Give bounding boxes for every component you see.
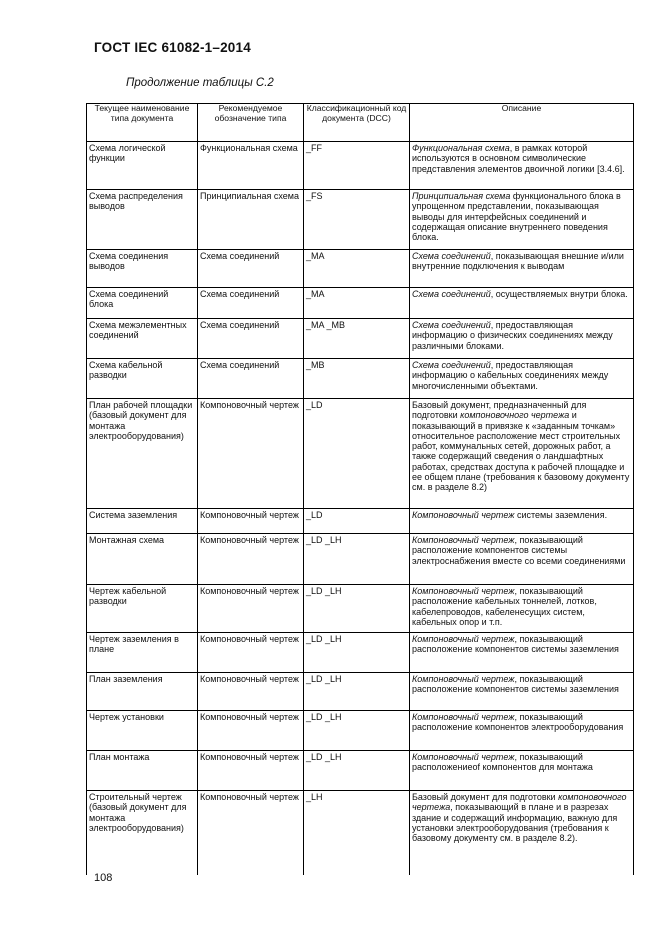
cell-designation: Компоновочный чертеж [198,711,304,751]
cell-designation: Схема соединений [198,359,304,399]
column-header-dcc: Классификационный код документа (DCC) [304,104,410,142]
cell-dcc: _LD _LH [304,673,410,711]
cell-description [410,509,634,534]
cell-name: План монтажа [87,751,198,791]
table-row [87,633,634,673]
cell-designation: Компоновочный чертеж [198,751,304,791]
table-row [87,250,634,288]
description-text: , показывающий расположение компонентов системы электроснабжения вместе со всеми соединениями [412,535,626,566]
cell-dcc: _LD _LH [304,633,410,673]
description-text: , предоставляющая информацию о кабельных соединениях между многочисленными объектами. [412,360,609,391]
table-row [87,673,634,711]
cell-designation: Схема соединений [198,250,304,288]
cell-dcc: _LD [304,399,410,509]
cell-name: Строительный чертеж (базовый документ для монтажа электрооборудования) [87,791,198,875]
column-header-designation: Рекомендуемое обозначение типа [198,104,304,142]
cell-designation: Компоновочный чертеж [198,673,304,711]
cell-description [410,359,634,399]
description-text: , показывающая внешние и/или внутренние подключения к выводам [412,251,624,272]
table-row [87,359,634,399]
cell-designation: Компоновочный чертеж [198,791,304,875]
description-term: Компоновочный чертеж [412,674,515,684]
cell-dcc: _LD _LH [304,585,410,633]
description-term: Компоновочный чертеж [412,634,515,644]
table-row [87,791,634,875]
column-header-name: Текущее наименование типа документа [87,104,198,142]
description-text: , показывающий расположение компонентов системы заземления [412,634,619,655]
cell-dcc: _LD [304,509,410,534]
cell-name: Чертеж установки [87,711,198,751]
column-header-description: Описание [410,104,634,142]
description-text: системы заземления. [514,510,608,520]
cell-dcc: _MA [304,288,410,319]
cell-description [410,142,634,190]
cell-name: План заземления [87,673,198,711]
cell-designation: Схема соединений [198,288,304,319]
cell-designation: Компоновочный чертеж [198,509,304,534]
description-text: Базовый документ, предназначенный для подготовки [412,400,587,421]
description-text: , показывающий расположение кабельных тоннелей, лотков, кабелепроводов, кабеленесущих систем, кабельных опор и т.п. [412,586,597,627]
cell-name: Монтажная схема [87,534,198,585]
description-text: Базовый документ для подготовки [412,792,559,802]
cell-description [410,751,634,791]
description-text: , показывающий в плане и в разрезах здание и содержащий информацию, важную для установки электрооборудования (требования к базовому документу см. в разделе 8.2). [412,802,618,844]
table-row [87,399,634,509]
description-term: Схема соединений [412,320,491,330]
cell-name: Схема межэлементных соединений [87,319,198,359]
cell-designation: Компоновочный чертеж [198,585,304,633]
table-row [87,585,634,633]
table-row [87,509,634,534]
description-term: Компоновочный чертеж [412,586,515,596]
table-header-row [87,104,634,142]
cell-description [410,319,634,359]
table-row [87,711,634,751]
description-text: , показывающий расположение компонентов электрооборудования [412,712,624,733]
description-term: Компоновочный чертеж [412,752,515,762]
table-row [87,534,634,585]
description-text: , показывающий расположение компонентов системы заземления [412,674,619,695]
table-row [87,190,634,250]
cell-designation: Принципиальная схема [198,190,304,250]
description-term: компоновочного чертежа [412,792,627,813]
document-types-table [86,103,634,875]
description-term: компоновочного чертежа [460,410,570,421]
cell-name: План рабочей площадки (базовый документ для монтажа электрооборудования) [87,399,198,509]
cell-description [410,673,634,711]
description-term: Схема соединений [412,251,491,261]
cell-description [410,190,634,250]
description-term: Компоновочный чертеж [412,535,515,545]
cell-dcc: _MB [304,359,410,399]
table-caption: Продолжение таблицы С.2 [126,77,274,89]
description-term: Схема соединений [412,360,491,370]
description-term: Функциональная схема [412,143,510,153]
cell-designation: Функциональная схема [198,142,304,190]
cell-description [410,791,634,875]
cell-dcc: _LD _LH [304,751,410,791]
cell-name: Схема соединения выводов [87,250,198,288]
cell-name: Схема логической функции [87,142,198,190]
cell-description [410,711,634,751]
cell-name: Система заземления [87,509,198,534]
table-row [87,142,634,190]
description-term: Схема соединений [412,289,491,299]
description-text: , показывающий расположениеof компонентов для монтажа [412,752,593,773]
description-text: функционального блока в упрощенном представлении, показывающая выводы для интерфейсных соединений и содержащая описание внутреннего поведения блока. [412,191,621,243]
cell-description [410,399,634,509]
cell-name: Чертеж кабельной разводки [87,585,198,633]
cell-description [410,288,634,319]
cell-designation: Компоновочный чертеж [198,633,304,673]
cell-dcc: _FF [304,142,410,190]
page-number: 108 [94,872,113,884]
cell-name: Чертеж заземления в плане [87,633,198,673]
description-text: , в рамках которой используются в основном символические представления элементов двоичной логики [3.4.6]. [412,143,625,174]
cell-dcc: _MA _MB [304,319,410,359]
cell-dcc: _LD _LH [304,711,410,751]
description-text: и показывающий в привязке к «заданным точкам» относительное расположение мест строительных работ, коммунальных сетей, дорожных работ, а также содержащий сведения о ландшафтных работах, средствах доступа к рабочей площадке и ее общем плане (требования к базовому документу см. в разделе 8.2) [412,410,630,493]
standard-title: ГОСТ IEC 61082-1–2014 [94,40,251,55]
cell-dcc: _MA [304,250,410,288]
description-term: Принципиальная схема [412,191,511,201]
cell-name: Схема кабельной разводки [87,359,198,399]
cell-designation: Компоновочный чертеж [198,399,304,509]
table-row [87,288,634,319]
description-term: Компоновочный чертеж [412,510,515,520]
cell-name: Схема распределения выводов [87,190,198,250]
description-text: , предоставляющая информацию о физических соединениях между различными блоками. [412,320,613,351]
description-text: , осуществляемых внутри блока. [490,289,628,299]
cell-description [410,633,634,673]
cell-designation: Компоновочный чертеж [198,534,304,585]
cell-description [410,534,634,585]
cell-dcc: _LD _LH [304,534,410,585]
cell-description [410,585,634,633]
cell-name: Схема соединений блока [87,288,198,319]
cell-designation: Схема соединений [198,319,304,359]
table-row [87,751,634,791]
description-term: Компоновочный чертеж [412,712,515,722]
cell-dcc: _FS [304,190,410,250]
table-row [87,319,634,359]
cell-dcc: _LH [304,791,410,875]
cell-description [410,250,634,288]
